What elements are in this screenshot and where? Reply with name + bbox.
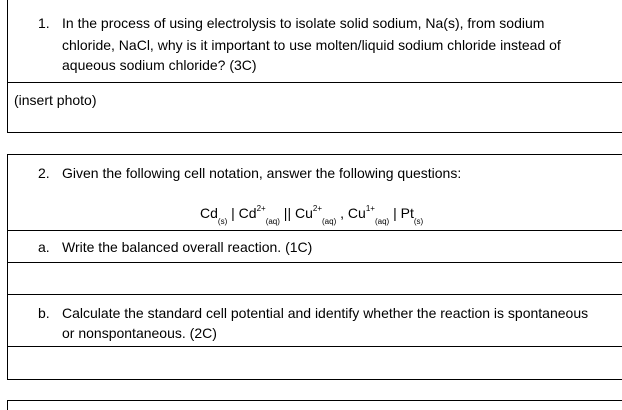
phase-boundary-1: | bbox=[227, 205, 239, 221]
part-a-text: Write the balanced overall reaction. (1C) bbox=[62, 239, 313, 255]
phase-boundary-2: | bbox=[389, 205, 401, 221]
question-1-line-1: In the process of using electrolysis to isolate solid sodium, Na(s), from sodium bbox=[62, 15, 545, 31]
table2-top-border bbox=[7, 154, 622, 155]
part-a-letter: a. bbox=[38, 239, 50, 255]
part-b-letter: b. bbox=[38, 305, 50, 321]
ion-separator-comma: , bbox=[336, 205, 348, 221]
question-2-prompt: Given the following cell notation, answer the following questions: bbox=[62, 165, 462, 181]
answer-placeholder[interactable]: (insert photo) bbox=[14, 92, 97, 108]
question-1-line-3: aqueous sodium chloride? (3C) bbox=[62, 57, 257, 73]
cell-notation bbox=[200, 204, 424, 226]
question-1-number: 1. bbox=[38, 15, 50, 31]
table3-top-border bbox=[7, 400, 622, 401]
cathode-ion-2-charge: 1+ bbox=[365, 204, 375, 214]
anode-ion-charge: 2+ bbox=[256, 204, 266, 214]
table2-bottom-border bbox=[7, 379, 622, 380]
anode-ion-symbol: Cd bbox=[238, 205, 257, 221]
question-1-line-2: chloride, NaCl, why is it important to use molten/liquid sodium chloride instead of bbox=[62, 37, 561, 53]
cathode-ion-1-state: (aq) bbox=[322, 216, 337, 226]
part-b-answer-row[interactable] bbox=[8, 347, 622, 379]
anode-symbol: Cd bbox=[200, 205, 218, 221]
cathode-state: (s) bbox=[413, 216, 424, 226]
salt-bridge: || bbox=[279, 205, 295, 221]
cathode-symbol: Pt bbox=[400, 205, 414, 221]
table2-divider-1 bbox=[7, 230, 622, 231]
part-b-line-2: or nonspontaneous. (2C) bbox=[62, 325, 217, 341]
table1-bottom-border bbox=[7, 132, 622, 133]
table3-left-border bbox=[7, 400, 8, 410]
table1-left-border bbox=[7, 0, 8, 133]
table1-row-divider bbox=[7, 82, 622, 83]
cathode-ion-1-symbol: Cu bbox=[294, 205, 313, 221]
question-2-number: 2. bbox=[38, 165, 50, 181]
anode-state: (s) bbox=[217, 216, 228, 226]
cathode-ion-2-state: (aq) bbox=[374, 216, 390, 226]
anode-ion-state: (aq) bbox=[265, 216, 280, 226]
part-b-line-1: Calculate the standard cell potential and identify whether the reaction is spontaneous bbox=[62, 305, 589, 321]
part-a-answer-row[interactable] bbox=[8, 263, 622, 294]
table2-divider-3 bbox=[7, 294, 622, 295]
cathode-ion-2-symbol: Cu bbox=[347, 205, 366, 221]
cathode-ion-1-charge: 2+ bbox=[312, 204, 323, 214]
